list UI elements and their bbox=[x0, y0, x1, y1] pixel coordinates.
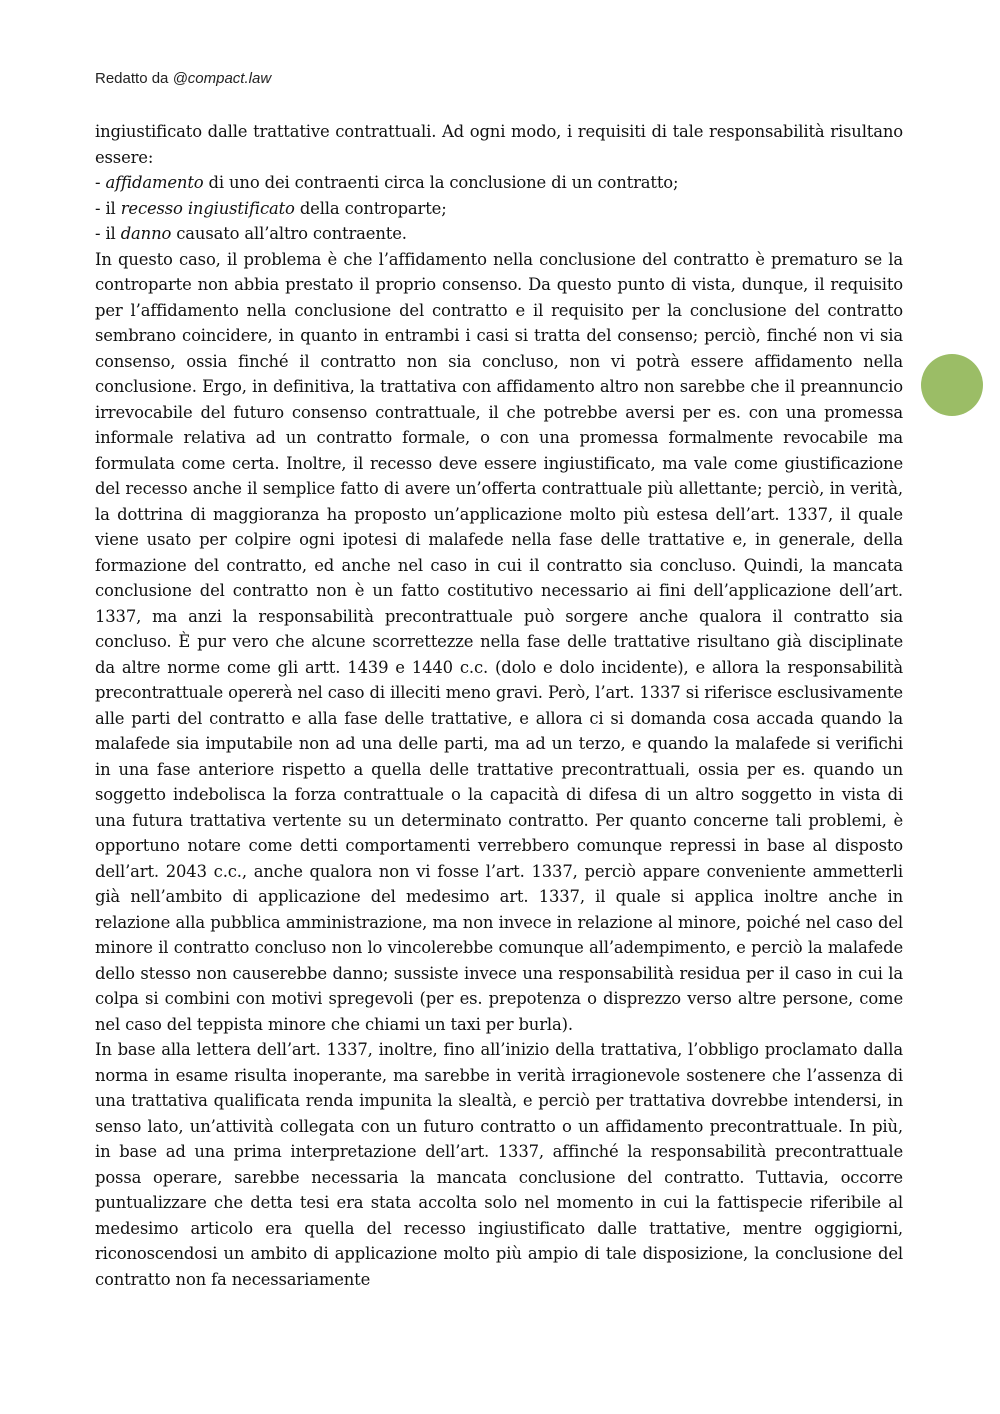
document-body bbox=[95, 119, 903, 1292]
requirement-item bbox=[95, 221, 903, 247]
section-marker-dot bbox=[921, 354, 983, 416]
header-prefix: Redatto da bbox=[95, 70, 173, 87]
header-handle: @compact.law bbox=[172, 70, 272, 87]
body-paragraph: In questo caso, il problema è che l’affidamento nella conclusione del contratto è prematuro se la controparte non abbia prestato il proprio consenso. Da questo punto di vista, dunque, il requisito per l’affidamento nella conclusione del contratto e il requisito per la conclusione del contratto sembrano coincidere, in quanto in entrambi i casi si tratta del consenso; perciò, finché non vi sia consenso, ossia finché il contratto non sia concluso, non vi potrà essere affidamento nella conclusione. Ergo, in definitiva, la trattativa con affidamento altro non sarebbe che il preannuncio irrevocabile del futuro consenso contrattuale, il che potrebbe aversi per es. con una promessa informale relativa ad un contratto formale, o con una promessa formalmente revocabile ma formulata come certa. Inoltre, il recesso deve essere ingiustificato, ma vale come giustificazione del recesso anche il semplice fatto di avere un’offerta contrattuale più allettante; perciò, in verità, la dottrina di maggioranza ha proposto un’applicazione molto più estesa dell’art. 1337, il quale viene usato per colpire ogni ipotesi di malafede nella fase delle trattative e, in generale, della formazione del contratto, ed anche nel caso in cui il contratto sia concluso. Quindi, la mancata conclusione del contratto non è un fatto costitutivo necessario ai fini dell’applicazione dell’art. 1337, ma anzi la responsabilità precontrattuale può sorgere anche qualora il contratto sia concluso. È pur vero che alcune scorrettezze nella fase delle trattative risultano già disciplinate da altre norme come gli artt. 1439 e 1440 c.c. (dolo e dolo incidente), e allora la responsabilità precontrattuale opererà nel caso di illeciti meno gravi. Però, l’art. 1337 si riferisce esclusivamente alle parti del contratto e alla fase delle trattative, e allora ci si domanda cosa accada quando la malafede sia imputabile non ad una delle parti, ma ad un terzo, e quando la malafede si verifichi in una fase anteriore rispetto a quella delle trattative precontrattuali, ossia per es. quando un soggetto indebolisca la forza contrattuale o la capacità di difesa di un altro soggetto in vista di una futura trattativa vertente su un determinato contratto. Per quanto concerne tali problemi, è opportuno notare come detti comportamenti verrebbero comunque repressi in base al disposto dell’art. 2043 c.c., anche qualora non vi fosse l’art. 1337, perciò appare conveniente ammetterli già nell’ambito di applicazione del medesimo art. 1337, il quale si applica inoltre anche in relazione alla pubblica amministrazione, ma non invece in relazione al minore, poiché nel caso del minore il contratto concluso non lo vincolerebbe comunque all’adempimento, e perciò la malafede dello stesso non causerebbe danno; sussiste invece una responsabilità residua per il caso in cui la colpa si combini con motivi spregevoli (per es. prepotenza o disprezzo verso altre persone, come nel caso del teppista minore che chiami un taxi per burla). bbox=[95, 249, 903, 1034]
requirement-text: causato all’altro contraente. bbox=[171, 224, 407, 243]
requirement-term: affidamento bbox=[105, 173, 204, 192]
requirement-term: recesso ingiustificato bbox=[120, 198, 295, 218]
requirement-text: di uno dei contraenti circa la conclusione di un contratto; bbox=[203, 173, 679, 192]
requirement-term: danno bbox=[120, 224, 172, 243]
requirement-item bbox=[95, 196, 903, 222]
requirement-prefix: - il bbox=[95, 224, 121, 243]
body-paragraph: In base alla lettera dell’art. 1337, inoltre, fino all’inizio della trattativa, l’obbligo proclamato dalla norma in esame risulta inoperante, ma sarebbe in verità irragionevole sostenere che l’assenza di una trattativa qualificata renda impunita la slealtà, e perciò per trattativa dovrebbe intendersi, in senso lato, un’attività collegata con un futuro contratto o un affidamento precontrattuale. In più, in base ad una prima interpretazione dell’art. 1337, affinché la responsabilità precontrattuale possa operare, sarebbe necessaria la mancata conclusione del contratto. Tuttavia, occorre puntualizzare che detta tesi era stata accolta solo nel momento in cui la fattispecie riferibile al medesimo articolo era quella del recesso ingiustificato dalle trattative, mentre oggigiorni, riconoscendosi un ambito di applicazione molto più ampio di tale disposizione, la conclusione del contratto non fa necessariamente bbox=[95, 1040, 903, 1289]
requirement-prefix: - bbox=[95, 173, 106, 192]
intro-paragraph: ingiustificato dalle trattative contrattuali. Ad ogni modo, i requisiti di tale responsabilità risultano essere: bbox=[95, 122, 903, 167]
page-header bbox=[95, 70, 271, 87]
requirement-prefix: - il bbox=[95, 198, 121, 218]
requirement-text: della controparte; bbox=[294, 198, 447, 218]
requirement-item bbox=[95, 170, 903, 196]
